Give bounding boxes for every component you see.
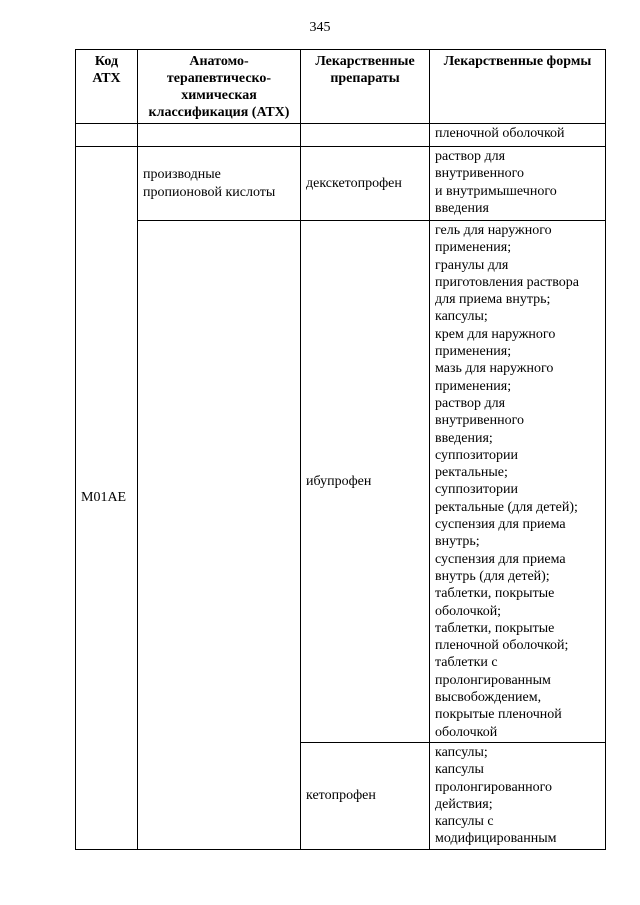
- form-line: гель для наружного: [435, 223, 552, 238]
- header-drugs: Лекарственные препараты: [301, 50, 430, 124]
- header-atc-classification: Анатомо-терапевтическо-химическая классификация (АТХ): [138, 50, 301, 124]
- form-line: крем для наружного: [435, 326, 556, 342]
- classification-cell: производные пропионовой кислоты: [138, 147, 301, 221]
- form-line: применения;: [435, 378, 512, 394]
- form-line: внутрь (для детей);: [435, 568, 550, 584]
- form-line: суспензия для приема: [435, 517, 566, 533]
- form-line: капсулы с: [435, 814, 494, 830]
- forms-cell-ibuprofen: [430, 221, 606, 743]
- form-line: пленочной оболочкой;: [435, 638, 569, 654]
- form-line: введения;: [435, 430, 493, 446]
- form-line: суппозитории: [435, 447, 518, 463]
- continuation-code-cell: [76, 124, 138, 147]
- form-line: капсулы: [435, 762, 484, 778]
- form-line: высвобождением,: [435, 690, 542, 706]
- form-line: капсулы;: [435, 309, 488, 325]
- drug-classification-table: [75, 49, 606, 850]
- form-line: капсулы;: [435, 744, 488, 760]
- drug-name-ketoprofen: кетопрофен: [301, 742, 430, 849]
- form-line: оболочкой: [435, 724, 498, 740]
- form-line: для приема внутрь;: [435, 292, 551, 308]
- form-line: раствор для: [435, 395, 506, 411]
- form-line: действия;: [435, 796, 493, 812]
- form-line: применения;: [435, 240, 512, 256]
- continuation-forms-cell: [430, 124, 606, 147]
- forms-cell-ketoprofen: [430, 742, 606, 849]
- table-header-row: [76, 50, 606, 124]
- form-line: таблетки, покрытые: [435, 586, 555, 602]
- table-row-ibuprofen: [76, 221, 606, 743]
- form-line: покрытые пленочной: [435, 707, 562, 723]
- classification-empty-cell: [138, 221, 301, 850]
- form-line: введения: [435, 200, 489, 216]
- continuation-classification-cell: [138, 124, 301, 147]
- table-row-dexketoprofen: [76, 147, 606, 221]
- continuation-row: [76, 124, 606, 147]
- form-line: применения;: [435, 344, 512, 360]
- drug-name-dexketoprofen: декскетопрофен: [301, 147, 430, 221]
- form-line: пролонгированного: [435, 779, 553, 795]
- form-line: внутрь;: [435, 534, 480, 550]
- form-line: ректальные (для детей);: [435, 499, 578, 515]
- page-number: 345: [309, 20, 331, 35]
- form-line: раствор для: [435, 149, 506, 164]
- form-line: внутривенного: [435, 166, 525, 182]
- form-line: суспензия для приема: [435, 551, 566, 567]
- form-line: приготовления раствора: [435, 274, 579, 290]
- form-line: гранулы для: [435, 257, 509, 273]
- drug-name-ibuprofen: ибупрофен: [301, 221, 430, 743]
- form-line: суппозитории: [435, 482, 518, 498]
- form-line: и внутримышечного: [435, 183, 557, 199]
- form-line: ректальные;: [435, 465, 508, 481]
- form-line: пленочной оболочкой: [435, 126, 565, 141]
- forms-cell-dexketoprofen: [430, 147, 606, 221]
- form-line: внутривенного: [435, 413, 525, 429]
- continuation-drug-cell: [301, 124, 430, 147]
- atc-code-cell: M01AE: [76, 147, 138, 850]
- form-line: таблетки с: [435, 655, 498, 671]
- header-atc-code: Код АТХ: [76, 50, 138, 124]
- header-dosage-forms: Лекарственные формы: [430, 50, 606, 124]
- form-line: пролонгированным: [435, 672, 551, 688]
- form-line: модифицированным: [435, 831, 557, 847]
- form-line: мазь для наружного: [435, 361, 554, 377]
- form-line: оболочкой;: [435, 603, 502, 619]
- form-line: таблетки, покрытые: [435, 620, 555, 636]
